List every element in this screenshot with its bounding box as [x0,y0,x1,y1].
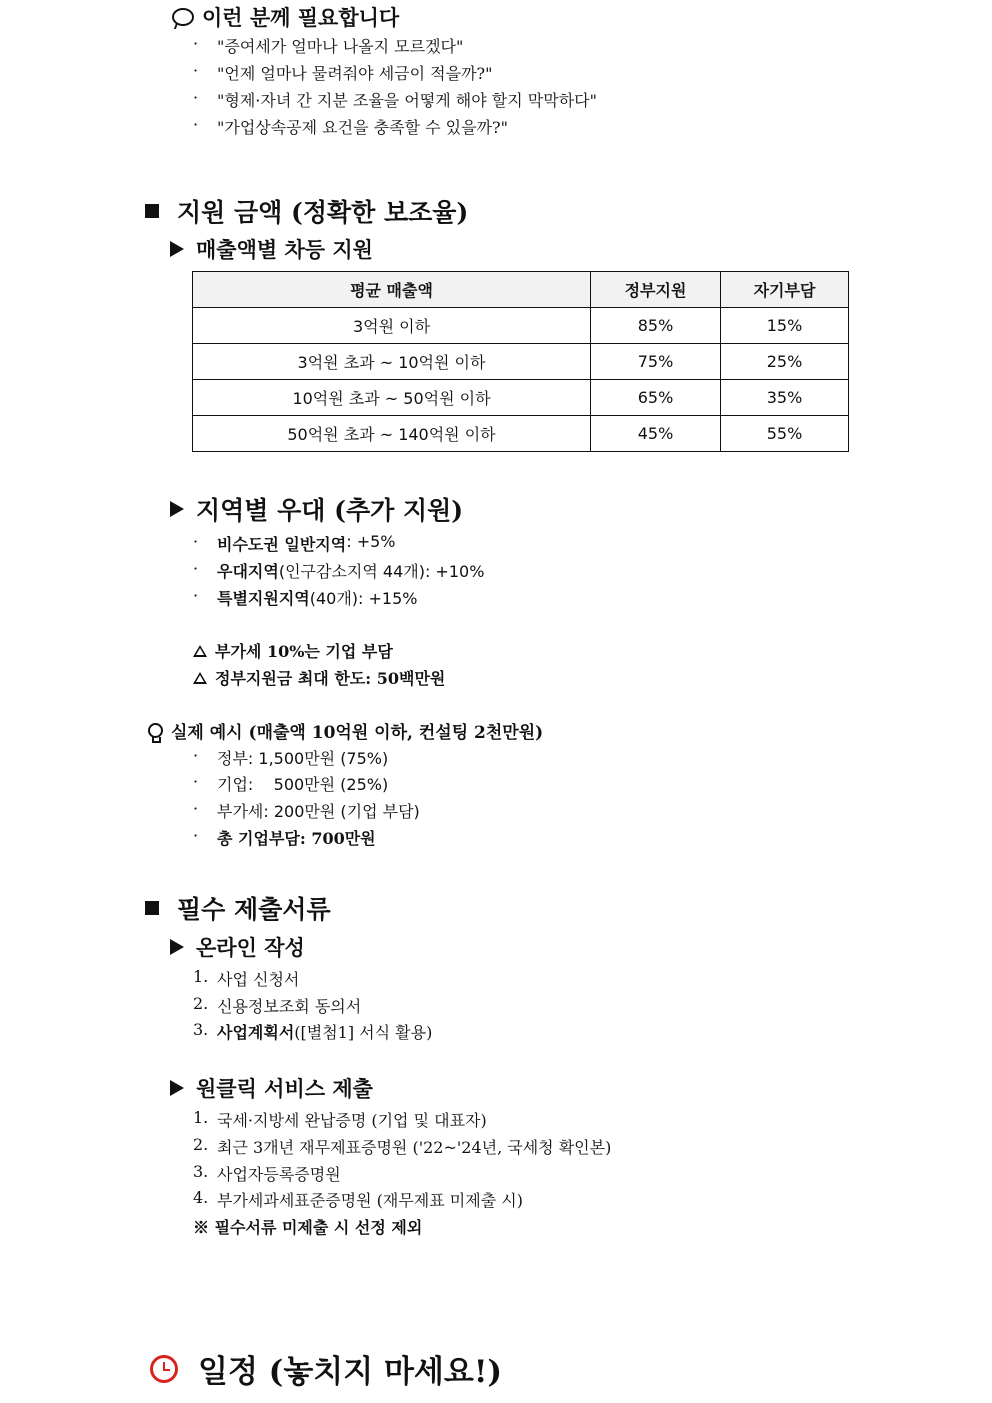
table-row [193,416,849,452]
square-bullet-icon [145,204,159,218]
list-item-text: "형제·자녀 간 지분 조율을 어떻게 해야 할지 막막하다" [217,91,597,110]
revenue-heading-text: 매출액별 차등 지원 [196,237,373,262]
table-cell: 55% [721,416,849,452]
target-heading-text: 이런 분께 필요합니다 [202,5,400,30]
list-item [193,994,361,1017]
doc-detail: ([별첨1] 서식 활용) [294,1023,433,1042]
triangle-bullet-icon [170,939,184,955]
list-item: · 우대지역 (인구감소지역 44개): +10% [193,559,485,581]
schedule-heading-text: 일정 (놓치지 마세요!) [198,1354,503,1390]
list-item-text: 최근 3개년 재무제표증명원 ('22~'24년, 국세청 확인본) [217,1138,612,1157]
support-heading-text: 지원 금액 (정확한 보조율) [177,198,469,227]
table-cell: 75% [591,344,721,380]
table-cell: 25% [721,344,849,380]
example-heading-text: 실제 예시 (매출액 10억원 이하, 컨설팅 2천만원) [171,723,544,743]
region-detail: (인구감소지역 44개): +10% [278,562,485,581]
target-heading [172,2,399,32]
triangle-bullet-icon [170,1080,184,1096]
list-item [193,1162,341,1185]
region-name: 특별지원지역 [217,589,310,608]
table-cell: 50억원 초과 ~ 140억원 이하 [193,416,591,452]
list-item: · "언제 얼마나 물려줘야 세금이 적을까?" [193,61,493,83]
item-number: 4. [193,1188,209,1207]
table-header: 정부지원 [591,272,721,308]
list-item: · 총 기업부담: 700만원 [193,826,376,848]
list-item: · "증여세가 얼마나 나올지 모르겠다" [193,34,464,56]
list-item-text: 사업자등록증명원 [217,1165,341,1184]
online-heading [170,932,305,962]
speech-bubble-icon [172,8,194,26]
list-item: · 정부: 1,500만원 (75%) [193,746,389,768]
item-number: 2. [193,994,209,1013]
item-number: 3. [193,1020,209,1039]
list-item: · 비수도권 일반지역 : +5% [193,532,396,554]
list-item [193,1108,487,1131]
table-header-row [193,272,849,308]
list-item [193,1135,611,1158]
region-name: 우대지역 [217,562,279,581]
list-item-text: "가업상속공제 요건을 충족할 수 있을까?" [217,118,508,137]
list-item-text: "증여세가 얼마나 나올지 모르겠다" [217,37,464,56]
alarm-clock-icon [150,1355,178,1383]
docs-heading-text: 필수 제출서류 [177,895,331,924]
list-item [193,1188,523,1211]
table-header: 자기부담 [721,272,849,308]
warning-text: 정부지원금 최대 한도: 50백만원 [215,669,446,688]
region-detail: (40개): +15% [309,589,418,608]
item-number: 1. [193,1108,209,1127]
region-detail: : +5% [346,532,396,551]
triangle-bullet-icon [170,241,184,257]
warning-note [193,639,393,662]
table-cell: 3억원 이하 [193,308,591,344]
table-cell: 85% [591,308,721,344]
list-item-text: 신용정보조회 동의서 [217,997,362,1016]
support-rate-table [192,271,849,452]
required-docs-note: ※ 필수서류 미제출 시 선정 제외 [193,1218,423,1237]
example-total: 총 기업부담: 700만원 [217,829,376,848]
list-item-text: 사업 신청서 [217,970,300,989]
online-heading-text: 온라인 작성 [196,935,305,960]
warning-note [193,666,445,689]
list-item: · 특별지원지역 (40개): +15% [193,586,418,608]
list-item-text: 국세·지방세 완납증명 (기업 및 대표자) [217,1111,487,1130]
table-cell: 35% [721,380,849,416]
list-item-text: 부가세: 200만원 (기업 부담) [217,802,420,821]
list-item-text: 부가세과세표준증명원 (재무제표 미제출 시) [217,1191,523,1210]
schedule-heading [150,1346,502,1391]
doc-name: 사업계획서 [217,1023,295,1042]
table-cell: 65% [591,380,721,416]
list-item: · "가업상속공제 요건을 충족할 수 있을까?" [193,115,508,137]
warning-text: 부가세 10%는 기업 부담 [215,642,393,661]
table-row [193,380,849,416]
item-number: 3. [193,1162,209,1181]
table-cell: 45% [591,416,721,452]
support-heading [145,193,468,229]
list-item: · "형제·자녀 간 지분 조율을 어떻게 해야 할지 막막하다" [193,88,597,110]
list-item [193,1020,432,1043]
warning-icon [193,672,207,684]
region-name: 비수도권 일반지역 [217,535,347,554]
revenue-heading [170,234,373,264]
list-item: · 기업: 500만원 (25%) [193,772,389,794]
list-item: · 부가세: 200만원 (기업 부담) [193,799,420,821]
oneclick-heading [170,1073,373,1103]
table-cell: 10억원 초과 ~ 50억원 이하 [193,380,591,416]
example-heading [148,718,543,743]
triangle-bullet-icon [170,501,184,517]
list-item-text: 정부: 1,500만원 (75%) [217,749,389,768]
region-heading [170,491,463,527]
list-item [193,967,299,990]
list-item-text: 기업: 500만원 (25%) [217,775,389,794]
oneclick-heading-text: 원클릭 서비스 제출 [196,1076,373,1101]
item-number: 1. [193,967,209,986]
square-bullet-icon [145,901,159,915]
table-header: 평균 매출액 [193,272,591,308]
item-number: 2. [193,1135,209,1154]
table-row [193,308,849,344]
docs-heading [145,890,331,926]
table-cell: 3억원 초과 ~ 10억원 이하 [193,344,591,380]
region-heading-text: 지역별 우대 (추가 지원) [196,496,464,525]
lightbulb-icon [148,723,163,738]
warning-icon [193,645,207,657]
table-row [193,344,849,380]
table-cell: 15% [721,308,849,344]
list-item-text: "언제 얼마나 물려줘야 세금이 적을까?" [217,64,493,83]
